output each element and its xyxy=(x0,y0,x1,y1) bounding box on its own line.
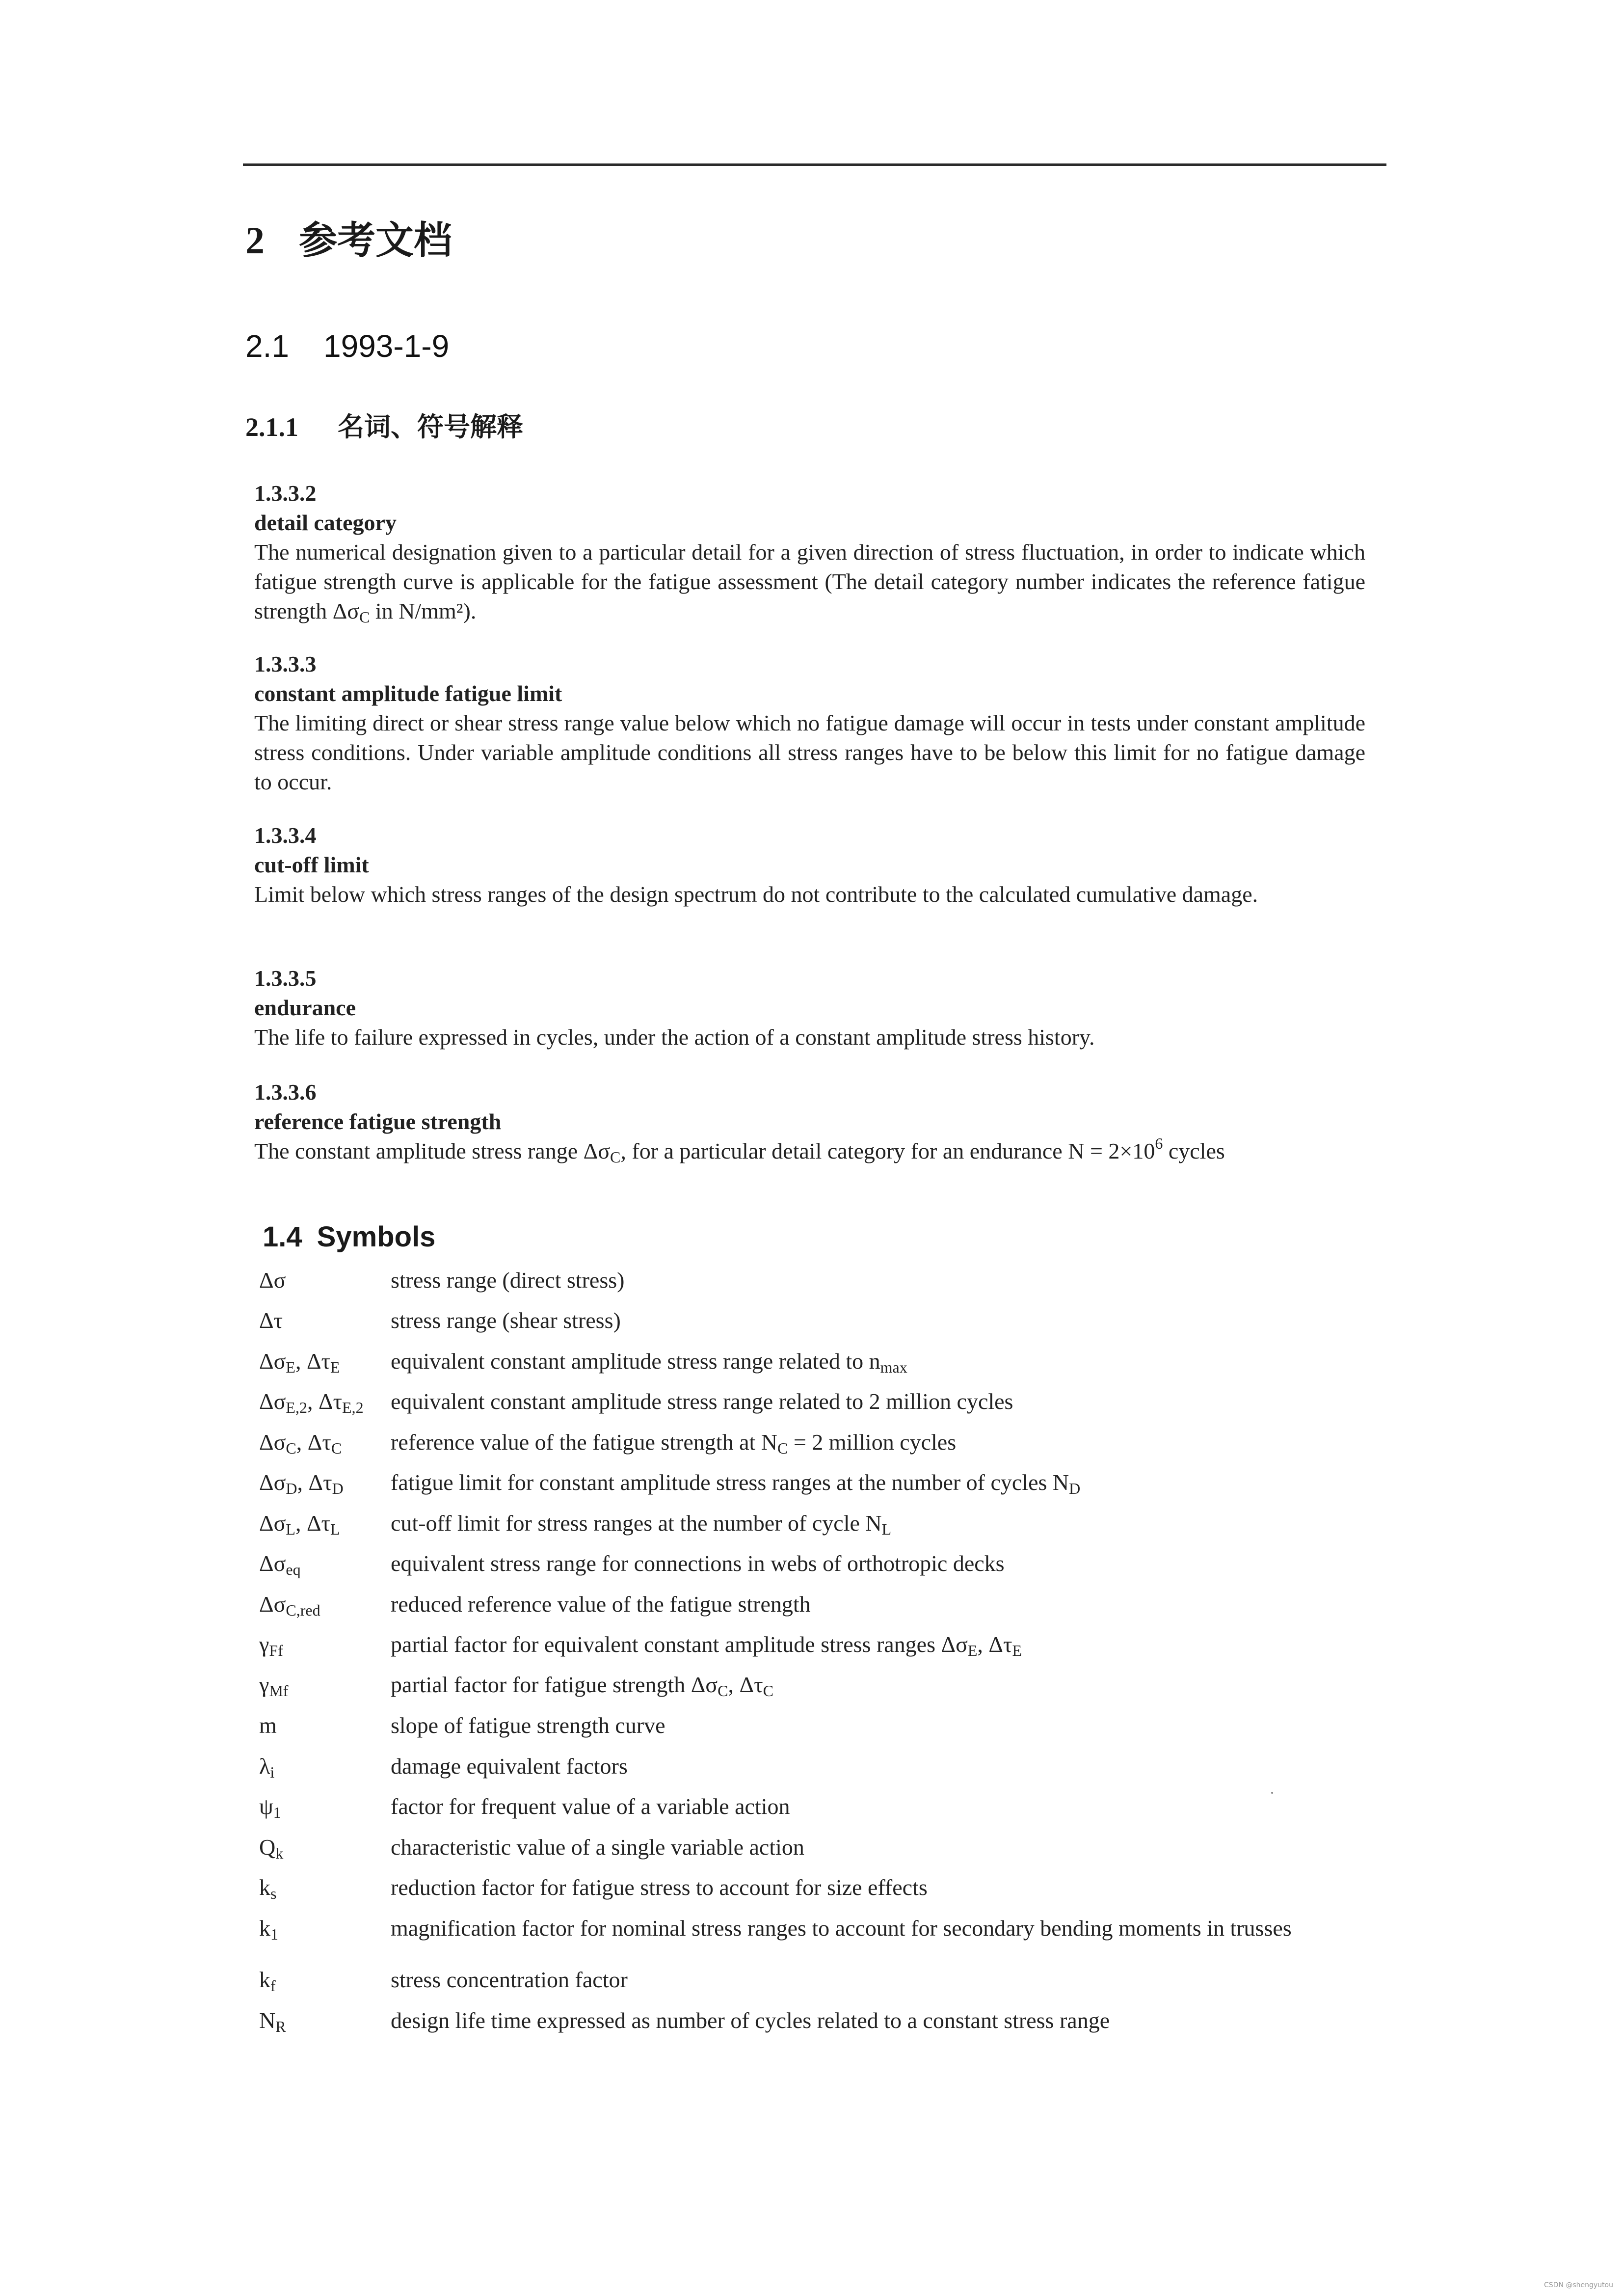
symbol-description: magnification factor for nominal stress ranges to account for secondary bending moments in trusses xyxy=(391,1916,1292,1941)
symbol-description: reference value of the fatigue strength at $N_C = 2$ million cycles xyxy=(391,1430,957,1457)
symbol-description: reduction factor for fatigue stress to account for size effects xyxy=(391,1875,928,1900)
term-entry xyxy=(254,1078,1365,1166)
term-definition: The numerical designation given to a particular detail for a given direction of stress fluctuation, in order to indicate which fatigue strength curve is applicable for the fatigue assessment (The detail category number indicates the reference fatigue strength $\Delta\sigma_C$ in N/mm²). xyxy=(254,540,1365,626)
subsection-heading xyxy=(245,407,523,447)
symbol-description: fatigue limit for constant amplitude stress ranges at the number of cycles $N_D$ xyxy=(391,1470,1081,1497)
term-definition: The constant amplitude stress range $\Delta\sigma_C$, for a particular detail category for an endurance $N = 2\times 10^6$ cycles xyxy=(254,1134,1225,1166)
symbol-notation: $k_s$ xyxy=(259,1875,277,1902)
symbol-notation: $\Delta\sigma_L$, $\Delta\tau_L$ xyxy=(259,1511,340,1538)
symbol-description: characteristic value of a single variable action xyxy=(391,1835,804,1860)
term-name: endurance xyxy=(254,995,356,1020)
symbol-description: reduced reference value of the fatigue strength xyxy=(391,1592,811,1617)
symbol-description: stress range (shear stress) xyxy=(391,1308,621,1333)
symbol-description: partial factor for equivalent constant amplitude stress ranges $\Delta\sigma_E$, $\Delta\tau_E$ xyxy=(391,1632,1022,1659)
term-number: 1.3.3.3 xyxy=(254,651,317,676)
subsection-number: 2.1.1 xyxy=(245,412,298,442)
symbol-notation: $k_f$ xyxy=(259,1967,276,1995)
term-entry xyxy=(254,649,1365,797)
section-number: 2.1 xyxy=(245,328,289,364)
chapter-title: 参考文档 xyxy=(299,218,452,263)
term-definition: Limit below which stress ranges of the design spectrum do not contribute to the calculated cumulative damage. xyxy=(254,882,1258,907)
chapter-number: 2 xyxy=(245,219,265,262)
term-name: detail category xyxy=(254,510,397,535)
symbol-notation: $\Delta\sigma_E$, $\Delta\tau_E$ xyxy=(259,1349,340,1376)
watermark-text: CSDN @shengyutou xyxy=(1544,2281,1613,2289)
term-entry xyxy=(254,964,1365,1052)
symbol-notation: $\Delta\sigma_{E,2}$, $\Delta\tau_{E,2}$ xyxy=(259,1389,364,1416)
symbol-notation: $\psi_1$ xyxy=(259,1794,281,1821)
symbol-notation: $\gamma_{Ff}$ xyxy=(259,1632,283,1659)
symbol-description: equivalent constant amplitude stress range related to $n_{max}$ xyxy=(391,1349,907,1376)
symbol-notation: $\Delta\sigma_{eq}$ xyxy=(259,1551,301,1578)
symbol-notation: $\Delta\sigma_{C,red}$ xyxy=(259,1592,320,1619)
term-entry xyxy=(254,479,1365,626)
symbol-notation: $N_R$ xyxy=(259,2008,286,2035)
symbol-notation: $\gamma_{Mf}$ xyxy=(259,1672,289,1700)
section-title: 1993-1-9 xyxy=(323,328,450,364)
term-name: reference fatigue strength xyxy=(254,1109,502,1134)
symbol-description: factor for frequent value of a variable action xyxy=(391,1794,790,1819)
symbol-notation: Δτ xyxy=(259,1308,283,1333)
symbol-notation: $Q_k$ xyxy=(259,1835,284,1862)
symbols-heading xyxy=(263,1217,435,1257)
symbol-description: damage equivalent factors xyxy=(391,1754,628,1779)
term-entry xyxy=(254,821,1365,909)
symbol-notation: m xyxy=(259,1713,277,1738)
term-number: 1.3.3.4 xyxy=(254,823,317,848)
term-name: cut-off limit xyxy=(254,852,369,877)
symbol-description: design life time expressed as number of cycles related to a constant stress range xyxy=(391,2008,1110,2033)
symbol-description: cut-off limit for stress ranges at the number of cycle $N_L$ xyxy=(391,1511,892,1538)
symbol-description: stress range (direct stress) xyxy=(391,1268,625,1293)
chapter-heading xyxy=(245,216,452,265)
symbol-description: equivalent stress range for connections in webs of orthotropic decks xyxy=(391,1551,1005,1576)
term-number: 1.3.3.2 xyxy=(254,481,317,506)
symbol-description: partial factor for fatigue strength $\Delta\sigma_C$, $\Delta\tau_C$ xyxy=(391,1672,773,1700)
symbol-notation: $\Delta\sigma_D$, $\Delta\tau_D$ xyxy=(259,1470,344,1497)
subsection-title: 名词、符号解释 xyxy=(338,411,523,442)
section-heading xyxy=(245,324,449,368)
term-definition: The life to failure expressed in cycles, under the action of a constant amplitude stress history. xyxy=(254,1025,1095,1050)
header-rule xyxy=(243,163,1386,166)
term-number: 1.3.3.6 xyxy=(254,1080,317,1105)
stray-dot xyxy=(1271,1792,1273,1794)
term-name: constant amplitude fatigue limit xyxy=(254,681,562,706)
term-number: 1.3.3.5 xyxy=(254,966,317,991)
symbol-description: slope of fatigue strength curve xyxy=(391,1713,665,1738)
symbol-notation: $\lambda_i$ xyxy=(259,1754,275,1781)
symbol-notation: $\Delta\sigma_C$, $\Delta\tau_C$ xyxy=(259,1430,342,1457)
symbol-description: equivalent constant amplitude stress range related to 2 million cycles xyxy=(391,1389,1013,1414)
symbols-number: 1.4 xyxy=(263,1221,302,1253)
symbols-title: Symbols xyxy=(317,1221,436,1253)
term-definition: The limiting direct or shear stress range value below which no fatigue damage will occur in tests under constant amplitude stress conditions. Under variable amplitude conditions all stress ranges have to be below this limit for no fatigue damage to occur. xyxy=(254,710,1365,794)
symbol-notation: $k_1$ xyxy=(259,1916,278,1943)
symbol-notation: Δσ xyxy=(259,1268,286,1293)
symbol-description: stress concentration factor xyxy=(391,1967,628,1992)
